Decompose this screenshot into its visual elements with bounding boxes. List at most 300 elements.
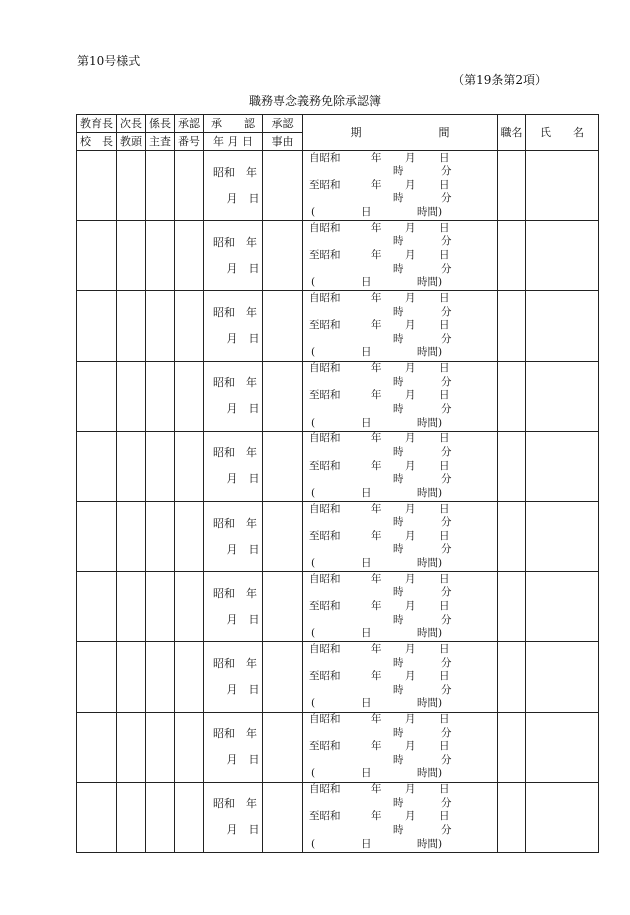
name-cell[interactable]: [526, 572, 599, 642]
approval-era-year: 昭和 年: [213, 727, 257, 741]
period-to-day: 日: [439, 459, 450, 472]
name-cell[interactable]: [526, 782, 599, 852]
deputy-stamp-cell[interactable]: [117, 782, 146, 852]
approval-reason-cell[interactable]: [263, 501, 303, 571]
period-to-month: 月: [405, 319, 416, 332]
position-cell[interactable]: [498, 642, 526, 712]
duration-open-paren: (: [311, 767, 316, 780]
deputy-stamp-cell[interactable]: [117, 712, 146, 782]
approval-date-cell[interactable]: [204, 572, 263, 642]
approval-date-cell[interactable]: [204, 712, 263, 782]
period-from-hour: 時: [393, 305, 404, 318]
period-to-era: 至昭和: [309, 740, 341, 753]
period-cell[interactable]: [303, 572, 498, 642]
education-chief-stamp-cell[interactable]: [77, 712, 117, 782]
approval-era-year: 昭和 年: [213, 516, 257, 530]
period-from-month: 月: [405, 713, 416, 726]
section-chief-stamp-cell[interactable]: [146, 572, 175, 642]
approval-reason-cell[interactable]: [263, 291, 303, 361]
period-to-era: 至昭和: [309, 810, 341, 823]
period-to-time-line: [303, 614, 497, 628]
period-from-minute: 分: [441, 796, 452, 809]
name-cell[interactable]: [526, 361, 599, 431]
approval-month-day: 月 日: [226, 823, 260, 837]
period-duration-line: [303, 487, 497, 501]
period-from-day: 日: [439, 291, 450, 304]
duration-hours: 時間): [417, 697, 443, 710]
period-to-month: 月: [405, 810, 416, 823]
period-to-date-line: [303, 389, 497, 403]
position-cell[interactable]: [498, 501, 526, 571]
col-header-number: 番号: [175, 133, 204, 151]
approval-date-cell[interactable]: [204, 642, 263, 712]
section-chief-stamp-cell[interactable]: [146, 501, 175, 571]
period-from-year: 年: [371, 502, 382, 515]
approval-era-year: 昭和 年: [213, 305, 257, 319]
approval-number-cell[interactable]: [175, 782, 204, 852]
period-to-month: 月: [405, 459, 416, 472]
approval-month-day: 月 日: [226, 753, 260, 767]
period-to-era: 至昭和: [309, 319, 341, 332]
duration-hours: 時間): [417, 416, 443, 429]
position-cell[interactable]: [498, 712, 526, 782]
col-header-approval-date: 承 認: [204, 115, 263, 133]
name-cell[interactable]: [526, 291, 599, 361]
approval-number-cell[interactable]: [175, 291, 204, 361]
duration-day: 日: [361, 416, 372, 429]
period-from-year: 年: [371, 783, 382, 796]
col-header-year-month-day: 年 月 日: [204, 133, 263, 151]
col-header-principal: 校 長: [77, 133, 117, 151]
period-from-date-line: [303, 713, 497, 727]
approval-date-cell[interactable]: [204, 361, 263, 431]
period-to-minute: 分: [441, 543, 452, 556]
period-to-date-line: [303, 740, 497, 754]
period-from-day: 日: [439, 713, 450, 726]
col-header-vice-principal: 教頭: [117, 133, 146, 151]
approval-date-cell[interactable]: [204, 221, 263, 291]
period-to-time-line: [303, 263, 497, 277]
period-from-day: 日: [439, 572, 450, 585]
section-chief-stamp-cell[interactable]: [146, 712, 175, 782]
name-cell[interactable]: [526, 712, 599, 782]
position-cell[interactable]: [498, 782, 526, 852]
approval-number-cell[interactable]: [175, 431, 204, 501]
period-duration-line: [303, 627, 497, 641]
position-cell[interactable]: [498, 431, 526, 501]
education-chief-stamp-cell[interactable]: [77, 501, 117, 571]
col-header-section-chief: 係長: [146, 115, 175, 133]
section-chief-stamp-cell[interactable]: [146, 642, 175, 712]
period-from-time-line: [303, 516, 497, 530]
period-from-time-line: [303, 586, 497, 600]
table-row: [77, 642, 599, 712]
period-to-time-line: [303, 192, 497, 206]
name-cell[interactable]: [526, 642, 599, 712]
period-from-year: 年: [371, 291, 382, 304]
duration-hours: 時間): [417, 627, 443, 640]
period-to-month: 月: [405, 599, 416, 612]
period-from-hour: 時: [393, 586, 404, 599]
period-from-month: 月: [405, 291, 416, 304]
duration-hours: 時間): [417, 556, 443, 569]
table-row: [77, 501, 599, 571]
duration-open-paren: (: [311, 556, 316, 569]
period-from-year: 年: [371, 713, 382, 726]
period-to-hour: 時: [393, 402, 404, 415]
period-to-era: 至昭和: [309, 178, 341, 191]
period-to-month: 月: [405, 389, 416, 402]
position-cell[interactable]: [498, 291, 526, 361]
period-to-hour: 時: [393, 613, 404, 626]
approval-month-day: 月 日: [226, 261, 260, 275]
period-from-date-line: [303, 643, 497, 657]
approval-month-day: 月 日: [226, 191, 260, 205]
period-duration-line: [303, 417, 497, 431]
period-from-time-line: [303, 235, 497, 249]
period-to-hour: 時: [393, 473, 404, 486]
approval-date-cell[interactable]: [204, 151, 263, 221]
duration-open-paren: (: [311, 416, 316, 429]
period-from-date-line: [303, 432, 497, 446]
education-chief-stamp-cell[interactable]: [77, 431, 117, 501]
approval-date-cell[interactable]: [204, 291, 263, 361]
position-cell[interactable]: [498, 361, 526, 431]
col-header-deputy: 次長: [117, 115, 146, 133]
period-from-year: 年: [371, 572, 382, 585]
period-to-day: 日: [439, 599, 450, 612]
period-to-date-line: [303, 249, 497, 263]
period-to-time-line: [303, 824, 497, 838]
period-from-month: 月: [405, 642, 416, 655]
period-to-day: 日: [439, 178, 450, 191]
approval-number-cell[interactable]: [175, 361, 204, 431]
period-from-era: 自昭和: [309, 362, 341, 375]
period-to-era: 至昭和: [309, 670, 341, 683]
duration-open-paren: (: [311, 486, 316, 499]
period-from-month: 月: [405, 432, 416, 445]
name-cell[interactable]: [526, 151, 599, 221]
period-to-year: 年: [371, 319, 382, 332]
duration-open-paren: (: [311, 346, 316, 359]
approval-era-year: 昭和 年: [213, 586, 257, 600]
education-chief-stamp-cell[interactable]: [77, 291, 117, 361]
period-from-time-line: [303, 306, 497, 320]
approval-month-day: 月 日: [226, 402, 260, 416]
period-duration-line: [303, 557, 497, 571]
period-from-month: 月: [405, 502, 416, 515]
period-to-minute: 分: [441, 613, 452, 626]
period-to-day: 日: [439, 248, 450, 261]
table-row: [77, 712, 599, 782]
approval-number-cell[interactable]: [175, 221, 204, 291]
period-to-era: 至昭和: [309, 599, 341, 612]
period-from-hour: 時: [393, 726, 404, 739]
period-from-day: 日: [439, 221, 450, 234]
approval-reason-cell[interactable]: [263, 431, 303, 501]
period-from-day: 日: [439, 783, 450, 796]
duration-open-paren: (: [311, 205, 316, 218]
period-from-time-line: [303, 376, 497, 390]
period-from-era: 自昭和: [309, 783, 341, 796]
period-to-time-line: [303, 333, 497, 347]
name-cell[interactable]: [526, 221, 599, 291]
period-to-date-line: [303, 179, 497, 193]
period-to-day: 日: [439, 389, 450, 402]
duration-hours: 時間): [417, 486, 443, 499]
period-to-hour: 時: [393, 332, 404, 345]
period-cell[interactable]: [303, 712, 498, 782]
period-to-time-line: [303, 543, 497, 557]
period-to-month: 月: [405, 740, 416, 753]
duration-hours: 時間): [417, 837, 443, 850]
period-from-era: 自昭和: [309, 502, 341, 515]
period-from-minute: 分: [441, 586, 452, 599]
approval-reason-cell[interactable]: [263, 782, 303, 852]
duration-day: 日: [361, 697, 372, 710]
approval-reason-cell[interactable]: [263, 221, 303, 291]
period-from-hour: 時: [393, 796, 404, 809]
education-chief-stamp-cell[interactable]: [77, 642, 117, 712]
approval-number-cell[interactable]: [175, 151, 204, 221]
approval-era-year: 昭和 年: [213, 797, 257, 811]
period-cell[interactable]: [303, 642, 498, 712]
education-chief-stamp-cell[interactable]: [77, 151, 117, 221]
period-to-time-line: [303, 684, 497, 698]
period-from-year: 年: [371, 151, 382, 164]
approval-ledger-table: [76, 114, 599, 853]
col-header-period: 期 間: [303, 115, 498, 151]
period-to-month: 月: [405, 178, 416, 191]
position-cell[interactable]: [498, 151, 526, 221]
table-row: [77, 431, 599, 501]
period-from-era: 自昭和: [309, 642, 341, 655]
period-from-hour: 時: [393, 445, 404, 458]
period-from-month: 月: [405, 362, 416, 375]
education-chief-stamp-cell[interactable]: [77, 221, 117, 291]
period-from-day: 日: [439, 362, 450, 375]
period-to-day: 日: [439, 740, 450, 753]
period-cell[interactable]: [303, 431, 498, 501]
register-title: 職務専念義務免除承認簿: [248, 94, 381, 108]
period-cell[interactable]: [303, 501, 498, 571]
period-from-day: 日: [439, 502, 450, 515]
period-from-year: 年: [371, 221, 382, 234]
period-duration-line: [303, 697, 497, 711]
period-from-hour: 時: [393, 656, 404, 669]
duration-hours: 時間): [417, 346, 443, 359]
table-row: [77, 782, 599, 852]
approval-number-cell[interactable]: [175, 712, 204, 782]
period-from-year: 年: [371, 362, 382, 375]
approval-number-cell[interactable]: [175, 642, 204, 712]
approval-era-year: 昭和 年: [213, 656, 257, 670]
period-from-time-line: [303, 446, 497, 460]
approval-month-day: 月 日: [226, 331, 260, 345]
education-chief-stamp-cell[interactable]: [77, 782, 117, 852]
approval-number-cell[interactable]: [175, 501, 204, 571]
approval-era-year: 昭和 年: [213, 376, 257, 390]
period-to-date-line: [303, 600, 497, 614]
period-to-time-line: [303, 754, 497, 768]
period-from-date-line: [303, 222, 497, 236]
deputy-stamp-cell[interactable]: [117, 291, 146, 361]
period-from-era: 自昭和: [309, 221, 341, 234]
period-from-era: 自昭和: [309, 713, 341, 726]
duration-open-paren: (: [311, 697, 316, 710]
period-to-month: 月: [405, 248, 416, 261]
education-chief-stamp-cell[interactable]: [77, 572, 117, 642]
period-from-month: 月: [405, 221, 416, 234]
period-cell[interactable]: [303, 291, 498, 361]
col-header-name: 氏 名: [526, 115, 599, 151]
deputy-stamp-cell[interactable]: [117, 642, 146, 712]
period-to-month: 月: [405, 529, 416, 542]
period-to-minute: 分: [441, 192, 452, 205]
period-to-date-line: [303, 460, 497, 474]
period-to-time-line: [303, 473, 497, 487]
approval-month-day: 月 日: [226, 682, 260, 696]
period-to-era: 至昭和: [309, 529, 341, 542]
section-chief-stamp-cell[interactable]: [146, 221, 175, 291]
position-cell[interactable]: [498, 572, 526, 642]
period-cell[interactable]: [303, 782, 498, 852]
education-chief-stamp-cell[interactable]: [77, 361, 117, 431]
period-from-era: 自昭和: [309, 432, 341, 445]
period-cell[interactable]: [303, 151, 498, 221]
period-to-hour: 時: [393, 192, 404, 205]
period-from-time-line: [303, 727, 497, 741]
deputy-stamp-cell[interactable]: [117, 151, 146, 221]
period-from-minute: 分: [441, 375, 452, 388]
period-to-year: 年: [371, 599, 382, 612]
approval-era-year: 昭和 年: [213, 446, 257, 460]
period-to-year: 年: [371, 248, 382, 261]
period-to-minute: 分: [441, 473, 452, 486]
approval-reason-cell[interactable]: [263, 572, 303, 642]
section-chief-stamp-cell[interactable]: [146, 782, 175, 852]
col-header-approval-reason: 承認: [263, 115, 303, 133]
period-from-minute: 分: [441, 165, 452, 178]
duration-day: 日: [361, 556, 372, 569]
deputy-stamp-cell[interactable]: [117, 221, 146, 291]
col-header-reason: 事由: [263, 133, 303, 151]
period-to-year: 年: [371, 670, 382, 683]
duration-open-paren: (: [311, 276, 316, 289]
period-to-minute: 分: [441, 332, 452, 345]
period-to-hour: 時: [393, 824, 404, 837]
period-cell[interactable]: [303, 221, 498, 291]
approval-reason-cell[interactable]: [263, 361, 303, 431]
period-to-minute: 分: [441, 753, 452, 766]
approval-reason-cell[interactable]: [263, 712, 303, 782]
period-duration-line: [303, 276, 497, 290]
period-to-era: 至昭和: [309, 389, 341, 402]
table-row: [77, 151, 599, 221]
period-from-day: 日: [439, 151, 450, 164]
period-to-day: 日: [439, 529, 450, 542]
period-to-era: 至昭和: [309, 248, 341, 261]
period-from-minute: 分: [441, 516, 452, 529]
approval-era-year: 昭和 年: [213, 235, 257, 249]
period-cell[interactable]: [303, 361, 498, 431]
period-from-time-line: [303, 797, 497, 811]
period-from-hour: 時: [393, 165, 404, 178]
position-cell[interactable]: [498, 221, 526, 291]
section-chief-stamp-cell[interactable]: [146, 291, 175, 361]
approval-reason-cell[interactable]: [263, 642, 303, 712]
period-to-date-line: [303, 810, 497, 824]
table-row: [77, 291, 599, 361]
period-to-date-line: [303, 530, 497, 544]
deputy-stamp-cell[interactable]: [117, 361, 146, 431]
period-to-era: 至昭和: [309, 459, 341, 472]
approval-month-day: 月 日: [226, 472, 260, 486]
period-to-day: 日: [439, 810, 450, 823]
section-chief-stamp-cell[interactable]: [146, 151, 175, 221]
period-from-minute: 分: [441, 656, 452, 669]
period-from-hour: 時: [393, 516, 404, 529]
form-number: 第10号様式: [77, 54, 141, 68]
period-to-time-line: [303, 403, 497, 417]
period-from-minute: 分: [441, 305, 452, 318]
period-from-day: 日: [439, 642, 450, 655]
approval-date-cell[interactable]: [204, 431, 263, 501]
period-from-minute: 分: [441, 726, 452, 739]
name-cell[interactable]: [526, 431, 599, 501]
approval-reason-cell[interactable]: [263, 151, 303, 221]
period-to-year: 年: [371, 389, 382, 402]
approval-era-year: 昭和 年: [213, 165, 257, 179]
table-row: [77, 221, 599, 291]
period-from-hour: 時: [393, 235, 404, 248]
approval-number-cell[interactable]: [175, 572, 204, 642]
period-from-date-line: [303, 152, 497, 166]
col-header-education-chief: 教育長: [77, 115, 117, 133]
period-duration-line: [303, 346, 497, 360]
period-from-month: 月: [405, 783, 416, 796]
period-to-minute: 分: [441, 683, 452, 696]
period-to-minute: 分: [441, 402, 452, 415]
duration-day: 日: [361, 486, 372, 499]
section-chief-stamp-cell[interactable]: [146, 361, 175, 431]
period-to-minute: 分: [441, 262, 452, 275]
approval-month-day: 月 日: [226, 612, 260, 626]
section-chief-stamp-cell[interactable]: [146, 431, 175, 501]
deputy-stamp-cell[interactable]: [117, 431, 146, 501]
approval-month-day: 月 日: [226, 542, 260, 556]
period-from-era: 自昭和: [309, 572, 341, 585]
period-from-year: 年: [371, 432, 382, 445]
period-from-year: 年: [371, 642, 382, 655]
period-from-month: 月: [405, 572, 416, 585]
period-from-date-line: [303, 573, 497, 587]
approval-date-cell[interactable]: [204, 501, 263, 571]
duration-open-paren: (: [311, 627, 316, 640]
col-header-approval-number: 承認: [175, 115, 204, 133]
period-to-hour: 時: [393, 683, 404, 696]
period-from-time-line: [303, 165, 497, 179]
period-to-month: 月: [405, 670, 416, 683]
duration-day: 日: [361, 837, 372, 850]
period-to-year: 年: [371, 529, 382, 542]
deputy-stamp-cell[interactable]: [117, 501, 146, 571]
deputy-stamp-cell[interactable]: [117, 572, 146, 642]
approval-date-cell[interactable]: [204, 782, 263, 852]
period-from-era: 自昭和: [309, 151, 341, 164]
duration-day: 日: [361, 627, 372, 640]
name-cell[interactable]: [526, 501, 599, 571]
